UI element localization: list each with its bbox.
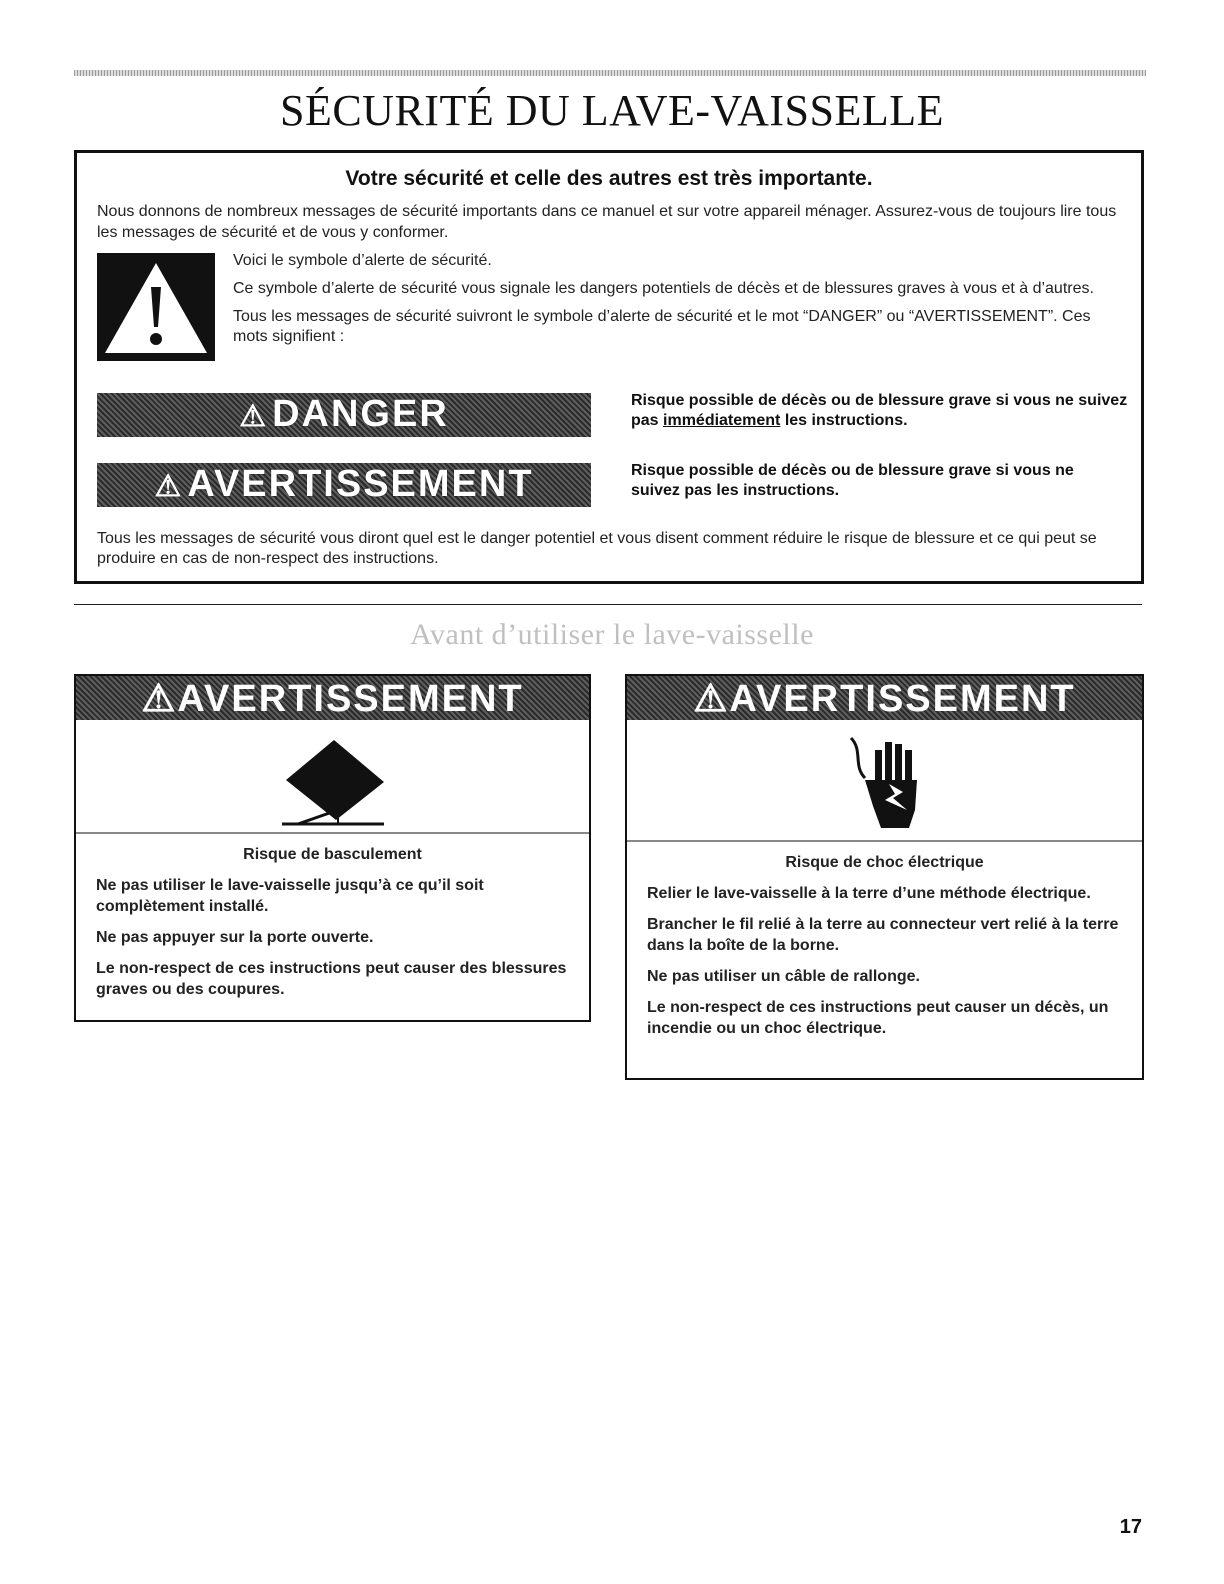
electric-shock-warning-box xyxy=(625,674,1144,1080)
tip-over-icon xyxy=(76,720,589,834)
tip-over-warning-box xyxy=(74,674,591,1022)
danger-description: Risque possible de décès ou de blessure grave si vous ne suivez pas immédiatement les instructions. xyxy=(631,392,1128,429)
section-subtitle: Avant d’utiliser le lave-vaisselle xyxy=(410,618,814,651)
warning-header: ⚠AVERTISSEMENT xyxy=(627,676,1142,720)
symbol-line: Voici le symbole d’alerte de sécurité. xyxy=(233,252,492,269)
instruction-line: Brancher le fil relié à la terre au connecteur vert relié à la terre dans la boîte de la borne. xyxy=(647,916,1119,954)
hazard-title: Risque de basculement xyxy=(243,846,422,863)
warning-triangle-icon: ⚠ xyxy=(141,677,178,720)
safety-alert-triangle-icon xyxy=(97,253,215,361)
electric-shock-icon xyxy=(627,720,1142,842)
section-divider xyxy=(74,604,1142,605)
top-rule xyxy=(74,70,1146,76)
symbol-meaning: Ce symbole d’alerte de sécurité vous signale les dangers potentiels de décès et de blessures graves à vous et à d’autres. xyxy=(233,280,1094,297)
warning-triangle-icon: ⚠ xyxy=(239,399,269,433)
instruction-line: Le non-respect de ces instructions peut causer des blessures graves ou des coupures. xyxy=(96,960,567,998)
instruction-line: Ne pas utiliser un câble de rallonge. xyxy=(647,968,920,985)
instruction-line: Ne pas utiliser le lave-vaisselle jusqu’à ce qu’il soit complètement installé. xyxy=(96,877,484,915)
instruction-line: Ne pas appuyer sur la porte ouverte. xyxy=(96,929,374,946)
warning-signal-bar xyxy=(97,463,591,507)
hazard-title: Risque de choc électrique xyxy=(785,854,984,871)
instruction-line: Le non-respect de ces instructions peut causer un décès, un incendie ou un choc électrique. xyxy=(647,999,1109,1037)
alert-explanation xyxy=(233,251,1123,355)
warning-triangle-icon: ⚠ xyxy=(154,469,184,503)
warning-triangle-icon: ⚠ xyxy=(693,677,730,720)
signal-words-line: Tous les messages de sécurité suivront le symbole d’alerte de sécurité et le mot “DANGER” ou “AVERTISSEMENT”. Ces mots signifient : xyxy=(233,308,1091,345)
intro-heading: Votre sécurité et celle des autres est très importante. xyxy=(345,167,873,190)
intro-text: Nous donnons de nombreux messages de sécurité importants dans ce manuel et sur votre appareil ménager. Assurez-vous de toujours lire tous les messages de sécurité et de vous y conformer. xyxy=(97,203,1117,241)
safety-intro-box xyxy=(74,150,1144,584)
emphasis-immediately: immédiatement xyxy=(663,412,781,429)
intro-footer: Tous les messages de sécurité vous diront quel est le danger potentiel et vous disent comment réduire le risque de blessure et ce qui peut se produire en cas de non-respect des instructions. xyxy=(97,530,1097,567)
page-number: 17 xyxy=(1119,1516,1142,1538)
instruction-line: Relier le lave-vaisselle à la terre d’une méthode électrique. xyxy=(647,885,1091,902)
danger-label: DANGER xyxy=(272,392,449,435)
warning-label: AVERTISSEMENT xyxy=(187,462,534,505)
warning-description: Risque possible de décès ou de blessure grave si vous ne suivez pas les instructions. xyxy=(631,462,1074,499)
danger-signal-bar xyxy=(97,393,591,437)
page-title: SÉCURITÉ DU LAVE-VAISSELLE xyxy=(279,86,945,135)
warning-header: ⚠AVERTISSEMENT xyxy=(76,676,589,720)
